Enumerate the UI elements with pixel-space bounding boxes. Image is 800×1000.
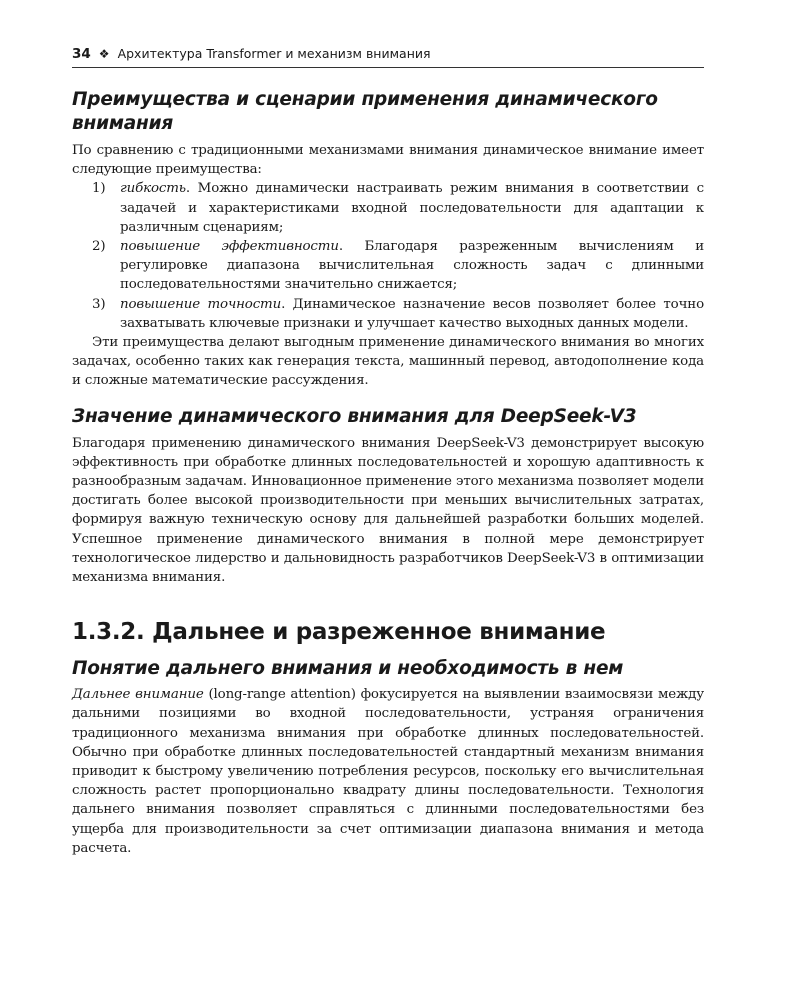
list-item-number: 3) bbox=[92, 296, 106, 312]
list-item-number: 1) bbox=[92, 181, 106, 197]
diamond-separator-icon: ❖ bbox=[98, 47, 110, 61]
list-item-term: повышение точности bbox=[120, 296, 282, 312]
running-header bbox=[72, 46, 704, 68]
section-heading-deepseek: Значение динамического внимания для DeepSeek-V3 bbox=[72, 405, 637, 427]
subsection-title: 1.3.2. Дальнее и разреженное внимание bbox=[72, 619, 606, 646]
advantages-list bbox=[72, 179, 704, 333]
list-item bbox=[72, 237, 704, 295]
book-page bbox=[72, 46, 704, 858]
chapter-title: Архитектура Transformer и механизм внимания bbox=[117, 46, 431, 61]
long-range-term: Дальнее внимание bbox=[72, 687, 204, 703]
conclusion-paragraph: Эти преимущества делают выгодным применение динамического внимания во многих задачах, особенно таких как генерация текста, машинный перевод, автодополнение кода и сложные математические рассуждения. bbox=[72, 335, 704, 389]
list-item-text: . Благодаря разреженным вычислениям и регулировке диапазона вычислительная сложность задач с длинными последовательностями значительно снижается; bbox=[120, 239, 705, 293]
section-heading-long-range: Понятие дальнего внимания и необходимость в нем bbox=[72, 658, 624, 680]
long-range-paragraph bbox=[72, 685, 704, 858]
page-number: 34 bbox=[72, 46, 91, 62]
list-item bbox=[72, 295, 704, 333]
long-range-text: (long-range attention) фокусируется на выявлении взаимосвязи между дальними позициями во входной последовательности, устраняя ограничения традиционного механизма внимания при обработке длинных последовательностей. Обычно при обработке длинных последовательностей стандартный механизм внимания приводит к быстрому увеличению потребления ресурсов, поскольку его вычислительная сложность растет пропорционально квадрату длины последовательности. Технология дальнего внимания позволяет справляться с длинными последовательностями без ущерба для производительности за счет оптимизации диапазона внимания и метода расчета. bbox=[72, 687, 705, 856]
section-heading-advantages: Преимущества и сценарии применения динамического внимания bbox=[72, 89, 658, 134]
deepseek-paragraph: Благодаря применению динамического внимания DeepSeek-V3 демонстрирует высокую эффективность при обработке длинных последовательностей и хорошую адаптивность к разнообразным задачам. Инновационное применение этого механизма позволяет модели достигать более высокой производительности при меньших вычислительных затратах, формируя важную техническую основу для дальнейшей разработки больших моделей. Успешное применение динамического внимания в полной мере демонстрирует технологическое лидерство и дальновидность разработчиков DeepSeek-V3 в оптимизации механизма внимания. bbox=[72, 435, 704, 586]
intro-paragraph: По сравнению с традиционными механизмами внимания динамическое внимание имеет следующие преимущества: bbox=[72, 143, 704, 178]
list-item-text: . Динамическое назначение весов позволяет более точно захватывать ключевые признаки и улучшает качество выходных данных модели. bbox=[120, 296, 704, 331]
list-item-text: . Можно динамически настраивать режим внимания в соответствии с задачей и характеристиками входной последовательности для адаптации к различным сценариям; bbox=[120, 181, 704, 235]
list-item bbox=[72, 179, 704, 237]
list-item-number: 2) bbox=[92, 239, 106, 255]
list-item-term: гибкость bbox=[120, 181, 186, 197]
list-item-term: повышение эффективности bbox=[120, 239, 339, 255]
